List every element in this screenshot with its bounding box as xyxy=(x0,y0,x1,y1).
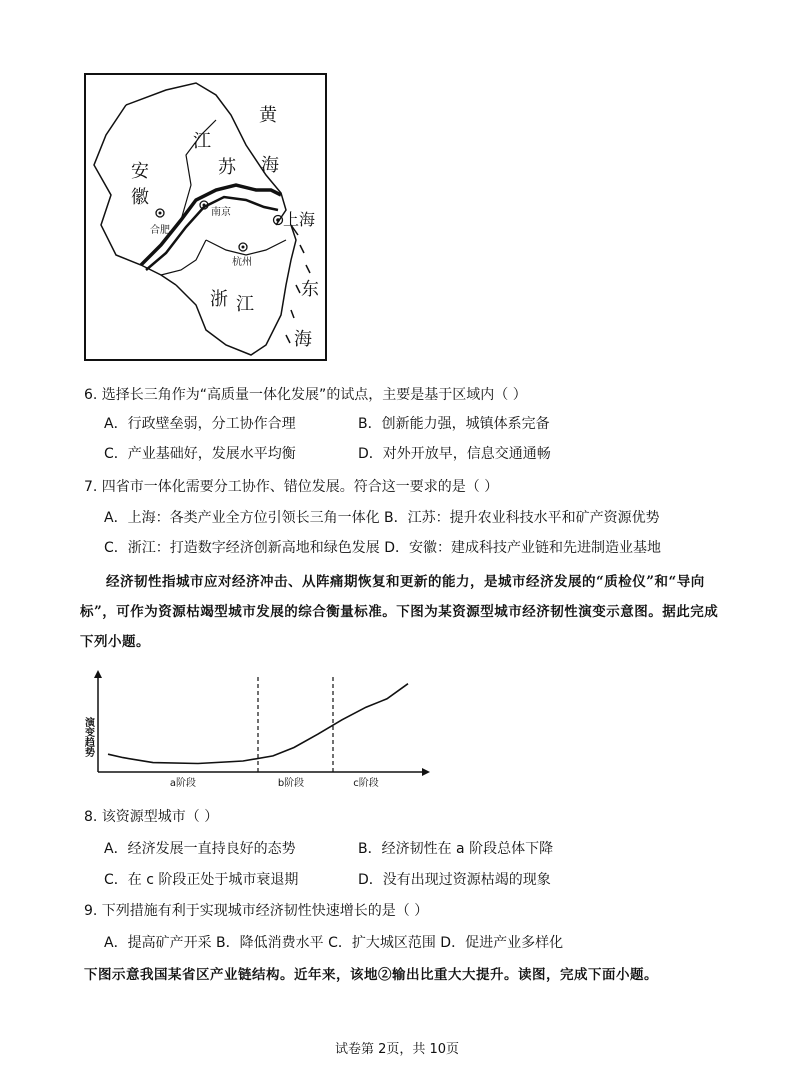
stage-label-a: a阶段 xyxy=(169,778,197,789)
label-hai2: 海 xyxy=(294,329,312,350)
label-an: 安 xyxy=(131,161,149,182)
question-9-options: A．提高矿产开采 B．降低消费水平 C．扩大城区范围 D．促进产业多样化 xyxy=(104,935,564,951)
question-7-options-cd: C．浙江：打造数字经济创新高地和绿色发展 D．安徽：建成科技产业链和先进制造业基地 xyxy=(104,540,662,556)
label-huang: 黄 xyxy=(259,105,277,126)
question-6-option-b: B．创新能力强，城镇体系完备 xyxy=(358,416,550,432)
label-hai1: 海 xyxy=(261,155,279,176)
y-axis-label: 演变趋势 xyxy=(82,717,94,757)
question-8-option-c: C．在 c 阶段正处于城市衰退期 xyxy=(104,872,299,888)
y-axis-arrow xyxy=(94,670,102,678)
passage-1-line-3: 下列小题。 xyxy=(80,634,150,650)
passage-1-line-2: 标”，可作为资源枯竭型城市发展的综合衡量标准。下图为某资源型城市经济韧性演变示意图。据此完成 xyxy=(80,604,719,620)
anhui-zhejiang-boundary xyxy=(161,240,206,275)
question-7-stem: 7. 四省市一体化需要分工协作、错位发展。符合这一要求的是（ ） xyxy=(84,479,499,495)
economic-resilience-chart xyxy=(76,664,446,794)
question-8-stem: 8. 该资源型城市（ ） xyxy=(84,809,219,825)
label-su: 苏 xyxy=(218,157,236,178)
x-axis-arrow xyxy=(422,768,430,776)
question-6-stem: 6. 选择长三角作为“高质量一体化发展”的试点，主要是基于区域内（ ） xyxy=(84,387,527,403)
question-6-option-c: C．产业基础好，发展水平均衡 xyxy=(104,446,296,462)
question-8-option-d: D．没有出现过资源枯竭的现象 xyxy=(358,872,551,888)
stage-label-c: c阶段 xyxy=(353,778,379,789)
label-jiang: 江 xyxy=(193,131,211,152)
label-zhe: 浙 xyxy=(210,289,228,310)
label-hefei: 合肥 xyxy=(150,225,170,236)
passage-2-line-1: 下图示意我国某省区产业链结构。近年来，该地②输出比重大大提升。读图，完成下面小题。 xyxy=(84,967,658,983)
stage-label-b: b阶段 xyxy=(277,778,305,789)
label-jiang2: 江 xyxy=(236,294,254,315)
economic-resilience-curve xyxy=(108,684,408,764)
label-shanghai: 上海 xyxy=(283,210,316,229)
question-8-option-b: B．经济韧性在 a 阶段总体下降 xyxy=(358,841,554,857)
label-hangzhou: 杭州 xyxy=(232,257,252,268)
passage-1-line-1: 经济韧性指城市应对经济冲击、从阵痛期恢复和更新的能力，是城市经济发展的“质检仪”和“导向 xyxy=(106,574,705,590)
question-6-option-d: D．对外开放早，信息交通通畅 xyxy=(358,446,551,462)
label-nanjing: 南京 xyxy=(211,207,231,218)
label-hui: 徽 xyxy=(131,187,149,208)
question-7-options-ab: A．上海：各类产业全方位引领长三角一体化 B．江苏：提升农业科技水平和矿产资源优势 xyxy=(104,510,660,526)
question-8-option-a: A．经济发展一直持良好的态势 xyxy=(104,841,296,857)
yangtze-delta-map xyxy=(84,73,327,361)
question-6-option-a: A．行政壁垒弱，分工协作合理 xyxy=(104,416,296,432)
label-dong: 东 xyxy=(301,279,319,300)
question-9-stem: 9. 下列措施有利于实现城市经济韧性快速增长的是（ ） xyxy=(84,903,429,919)
page-footer: 试卷第 2页，共 10页 xyxy=(334,1042,460,1057)
